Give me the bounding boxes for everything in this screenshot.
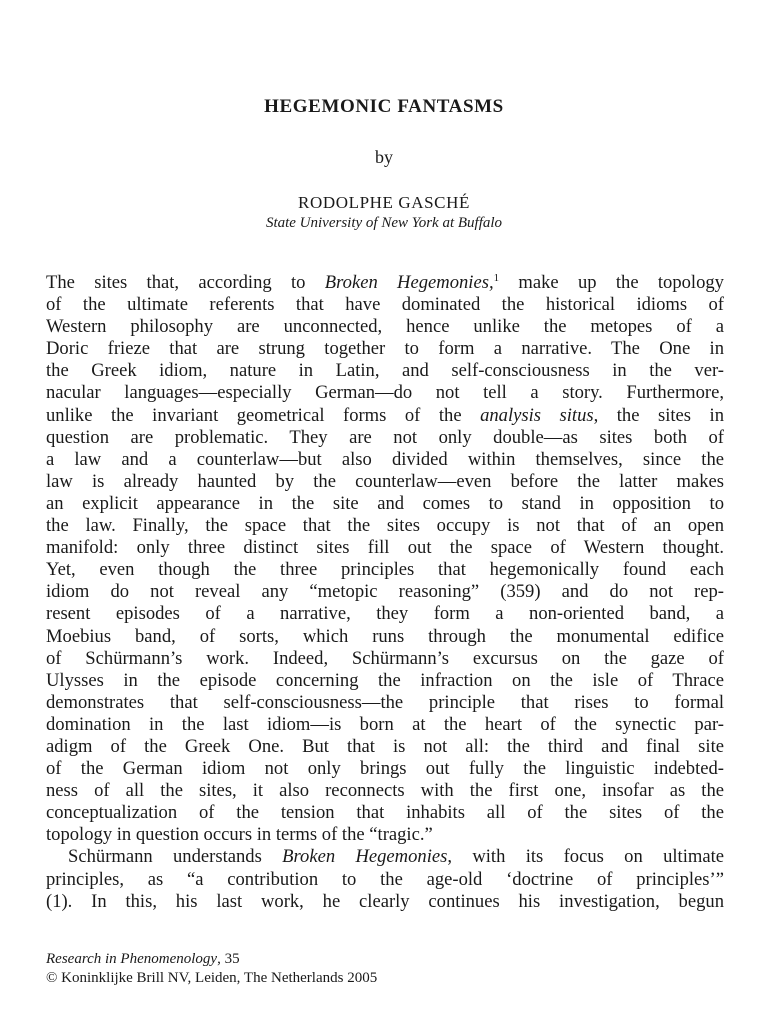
copyright-line: © Koninklijke Brill NV, Leiden, The Netherlands 2005: [46, 970, 378, 986]
text-line: law is already haunted by the counterlaw—even before the latter makes: [46, 470, 724, 492]
text-line: domination in the last idiom—is born at the heart of the synectic par-: [46, 713, 724, 735]
text-line: idiom do not reveal any “metopic reasoning” (359) and do not rep-: [46, 581, 724, 603]
text-line: topology in question occurs in terms of the “tragic.”: [46, 824, 433, 846]
author-affiliation: State University of New York at Buffalo: [265, 215, 503, 231]
text-line: Yet, even though the three principles that hegemonically found each: [46, 559, 724, 581]
text-line: of Schürmann’s work. Indeed, Schürmann’s excursus on the gaze of: [46, 647, 724, 669]
body-text: [46, 272, 724, 913]
text-line: [46, 405, 724, 427]
term-italic: analysis situs: [480, 404, 594, 426]
journal-name: Research in Phenomenology: [46, 951, 218, 967]
footnote-marker[interactable]: 1: [493, 271, 500, 284]
text-line: of the German idiom not only brings out fully the linguistic indebted-: [46, 758, 724, 780]
text-line: question are problematic. They are not only double—as sites both of: [46, 426, 724, 448]
text-line: nacular languages—especially German—do not tell a story. Furthermore,: [46, 382, 724, 404]
text-run: make up the topology: [499, 272, 724, 293]
text-line: conceptualization of the tension that inhabits all of the sites of the: [46, 802, 724, 824]
author-name: RODOLPHE GASCHÉ: [298, 193, 470, 212]
journal-volume: , 35: [217, 951, 240, 967]
text-line: the law. Finally, the space that the sites occupy is not that of an open: [46, 515, 724, 537]
text-run: , with its focus on ultimate: [447, 846, 725, 868]
text-line: Doric frieze that are strung together to form a narrative. The One in: [46, 338, 724, 360]
journal-citation: [46, 950, 377, 969]
text-line: manifold: only three distinct sites fill out the space of Western thought.: [46, 537, 724, 559]
text-line: an explicit appearance in the site and comes to stand in opposition to: [46, 492, 724, 514]
text-line: Moebius band, of sorts, which runs through the monumental edifice: [46, 625, 724, 647]
text-line: Western philosophy are unconnected, hence unlike the metopes of a: [46, 316, 724, 338]
text-line: Ulysses in the episode concerning the infraction on the isle of Thrace: [46, 669, 724, 691]
byline-word: by: [375, 147, 393, 167]
text-run: unlike the invariant geometrical forms of the: [46, 404, 481, 426]
text-line: [46, 272, 724, 294]
text-line: (1). In this, his last work, he clearly continues his investigation, begun: [46, 890, 724, 912]
article-title: HEGEMONIC FANTASMS: [264, 96, 504, 117]
text-line: adigm of the Greek One. But that is not all: the third and final site: [46, 735, 724, 757]
text-line: [46, 846, 724, 868]
text-line: demonstrates that self-consciousness—the principle that rises to formal: [46, 691, 724, 713]
book-title-italic: Broken Hegemonies: [282, 846, 448, 868]
text-run: The sites that, according to: [46, 272, 325, 293]
text-line: of the ultimate referents that have dominated the historical idioms of: [46, 294, 724, 316]
page-footer: [46, 950, 377, 988]
text-run: , the sites in: [593, 404, 724, 426]
text-line: resent episodes of a narrative, they form a non-oriented band, a: [46, 603, 724, 625]
text-line: principles, as “a contribution to the age-old ‘doctrine of principles’”: [46, 868, 724, 890]
text-line: a law and a counterlaw—but also divided within themselves, since the: [46, 448, 724, 470]
text-line: ness of all the sites, it also reconnects with the first one, insofar as the: [46, 780, 724, 802]
text-line: the Greek idiom, nature in Latin, and self-consciousness in the ver-: [46, 360, 724, 382]
text-run: Schürmann understands: [68, 846, 283, 868]
book-title-italic: Broken Hegemonies,: [324, 272, 494, 293]
